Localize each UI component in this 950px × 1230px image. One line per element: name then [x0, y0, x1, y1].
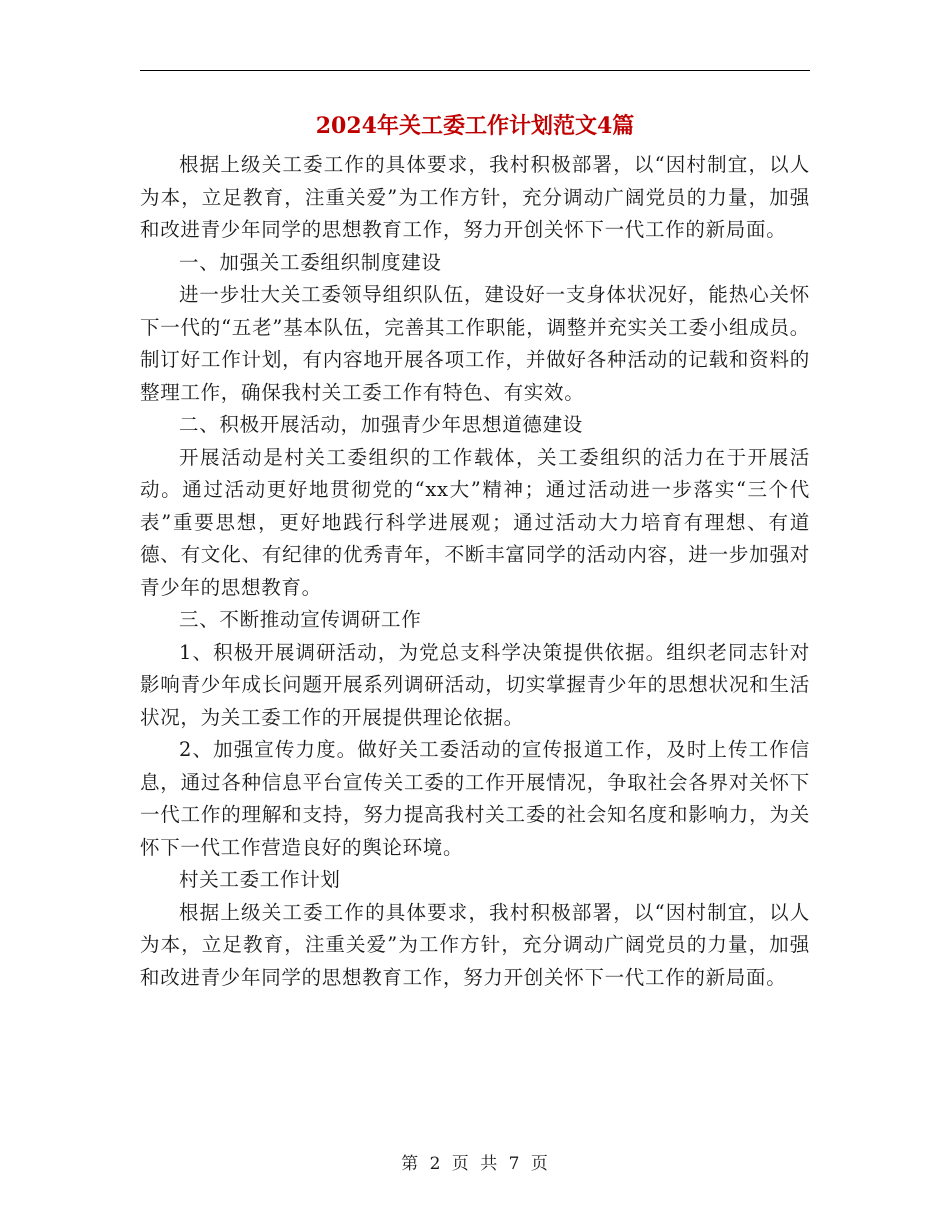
document-title: 2024年关工委工作计划范文4篇	[315, 113, 635, 139]
header-rule	[140, 70, 810, 71]
paragraph-activities: 开展活动是村关工委组织的工作载体，关工委组织的活力在于开展活动。通过活动更好地贯彻党的“xx大”精神；通过活动进一步落实“三个代表”重要思想，更好地践行科学进展观；通过活动大力培育有理想、有道德、有文化、有纪律的优秀青年，不断丰富同学的活动内容，进一步加强对青少年的思想教育。	[140, 445, 810, 599]
paragraph-intro-repeat: 根据上级关工委工作的具体要求，我村积极部署，以“因村制宜，以人为本，立足教育，注重关爱”为工作方针，充分调动广阔党员的力量，加强和改进青少年同学的思想教育工作，努力开创关怀下一代工作的新局面。	[140, 900, 810, 989]
section-heading-2: 二、积极开展活动，加强青少年思想道德建设	[179, 413, 584, 436]
document-body	[140, 149, 810, 994]
paragraph-organization: 进一步壮大关工委领导组织队伍，建设好一支身体状况好，能热心关怀下一代的“五老”基本队伍，完善其工作职能，调整并充实关工委小组成员。制订好工作计划，有内容地开展各项工作，并做好各种活动的记载和资料的整理工作，确保我村关工委工作有特色、有实效。	[140, 283, 810, 404]
section-heading-3: 三、不断推动宣传调研工作	[179, 608, 422, 631]
paragraph-intro: 根据上级关工委工作的具体要求，我村积极部署，以“因村制宜，以人为本，立足教育，注重关爱”为工作方针，充分调动广阔党员的力量，加强和改进青少年同学的思想教育工作，努力开创关怀下一代工作的新局面。	[140, 153, 810, 241]
paragraph-research: 1、积极开展调研活动，为党总支科学决策提供依据。组织老同志针对影响青少年成长问题开展系列调研活动，切实掌握青少年的思想状况和生活状况，为关工委工作的开展提供理论依据。	[140, 640, 810, 729]
page-number: 第 2 页 共 7 页	[401, 1154, 549, 1174]
paragraph-publicity: 2、加强宣传力度。做好关工委活动的宣传报道工作，及时上传工作信息，通过各种信息平台宣传关工委的工作开展情况，争取社会各界对关怀下一代工作的理解和支持，努力提高我村关工委的社会知名度和影响力，为关怀下一代工作营造良好的舆论环境。	[140, 738, 810, 859]
section-heading-1: 一、加强关工委组织制度建设	[179, 250, 442, 274]
section-heading-4: 村关工委工作计划	[179, 868, 341, 891]
